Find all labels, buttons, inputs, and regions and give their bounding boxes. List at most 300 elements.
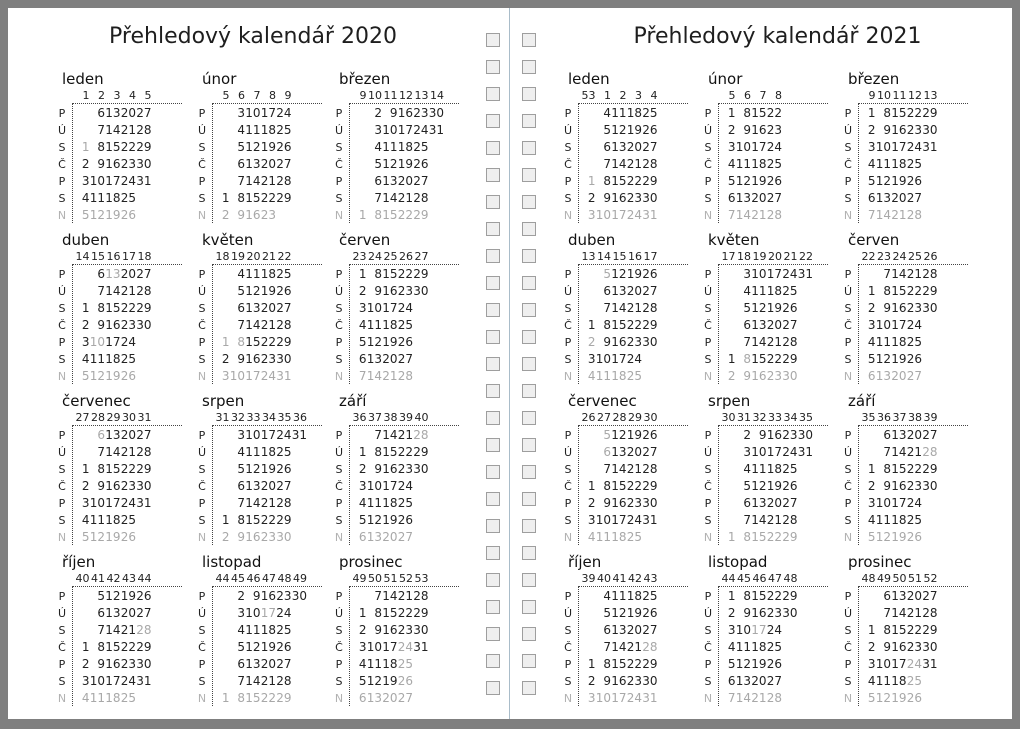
day-row xyxy=(720,605,798,622)
day-cell: 2 xyxy=(867,640,876,654)
day-cell: 19 xyxy=(260,140,276,154)
weekday-label: P xyxy=(564,497,572,510)
weekday-label: Č xyxy=(704,158,712,171)
day-divider xyxy=(72,103,73,223)
checkbox[interactable] xyxy=(486,357,500,371)
day-cell: 2 xyxy=(743,428,751,442)
weekday-label: S xyxy=(564,675,572,688)
week-number: 42 xyxy=(628,572,642,585)
week-number: 34 xyxy=(262,411,276,424)
day-cell: 25 xyxy=(120,691,136,705)
day-cell: 5 xyxy=(237,284,245,298)
day-cell: 16 xyxy=(245,530,261,544)
day-divider xyxy=(858,425,859,545)
day-cell: 3 xyxy=(358,640,367,654)
day-cell: 12 xyxy=(245,284,261,298)
day-cell: 31 xyxy=(642,513,658,527)
week-number: 14 xyxy=(597,250,611,263)
weekday-label: P xyxy=(335,658,343,671)
day-cell: 25 xyxy=(766,157,782,171)
checkbox[interactable] xyxy=(486,33,500,47)
weekday-label: S xyxy=(564,353,572,366)
week-number: 39 xyxy=(581,572,596,585)
day-divider xyxy=(718,425,719,545)
week-number: 11 xyxy=(892,89,907,102)
weekday-label: S xyxy=(704,353,712,366)
day-row xyxy=(860,334,938,351)
day-cell: 8 xyxy=(603,657,611,671)
day-cell: 30 xyxy=(413,284,429,298)
day-cell: 12 xyxy=(875,352,891,366)
day-cell: 10 xyxy=(229,369,245,383)
weekday-label: Č xyxy=(335,319,343,332)
month-5 xyxy=(842,231,972,391)
day-cell: 17 xyxy=(611,352,627,366)
day-cell: 18 xyxy=(382,657,398,671)
day-cell: 15 xyxy=(382,606,398,620)
day-cell: 18 xyxy=(891,157,907,171)
day-cell: 5 xyxy=(743,301,751,315)
day-cell: 7 xyxy=(603,640,611,654)
day-row xyxy=(580,512,658,529)
day-cell: 5 xyxy=(81,369,90,383)
day-cell: 17 xyxy=(382,640,398,654)
day-cell: 9 xyxy=(97,318,105,332)
weekday-label: S xyxy=(198,353,206,366)
day-cell: 17 xyxy=(105,496,121,510)
day-cell: 31 xyxy=(642,208,658,222)
day-cell: 21 xyxy=(397,589,413,603)
weekday-label: P xyxy=(704,429,712,442)
week-number: 31 xyxy=(215,411,230,424)
checkbox[interactable] xyxy=(522,303,536,317)
day-cell: 8 xyxy=(97,462,105,476)
day-cell: 28 xyxy=(782,335,798,349)
weekday-label: P xyxy=(844,658,852,671)
day-cell: 21 xyxy=(906,267,922,281)
weekday-label: P xyxy=(844,175,852,188)
day-cell: 21 xyxy=(260,174,276,188)
weekday-label: S xyxy=(704,302,712,315)
day-row xyxy=(860,673,938,690)
day-row xyxy=(860,300,938,317)
day-divider xyxy=(212,586,213,706)
day-cell: 18 xyxy=(766,284,782,298)
week-number: 44 xyxy=(215,572,230,585)
day-row xyxy=(214,461,307,478)
day-grid xyxy=(720,427,813,546)
checkbox[interactable] xyxy=(486,654,500,668)
checkbox[interactable] xyxy=(486,438,500,452)
weekday-label: S xyxy=(58,463,66,476)
day-cell: 18 xyxy=(891,335,907,349)
weekday-label: S xyxy=(564,302,572,315)
weekday-labels xyxy=(56,427,68,546)
day-cell: 15 xyxy=(105,301,121,315)
day-row xyxy=(860,656,938,673)
checkbox[interactable] xyxy=(522,411,536,425)
checkbox[interactable] xyxy=(486,600,500,614)
day-cell: 25 xyxy=(766,640,782,654)
checkbox[interactable] xyxy=(522,492,536,506)
week-number: 9 xyxy=(359,89,367,102)
checkbox[interactable] xyxy=(486,276,500,290)
day-cell: 24 xyxy=(906,496,922,510)
day-grid xyxy=(580,588,658,707)
day-row xyxy=(214,478,307,495)
checkbox[interactable] xyxy=(522,114,536,128)
day-cell: 4 xyxy=(237,267,245,281)
month-1 xyxy=(702,70,832,230)
day-cell: 27 xyxy=(766,674,782,688)
day-row xyxy=(351,478,429,495)
day-cell: 26 xyxy=(906,352,922,366)
day-cell: 6 xyxy=(743,496,751,510)
week-numbers xyxy=(214,250,292,264)
day-cell: 8 xyxy=(237,513,245,527)
day-cell: 6 xyxy=(727,674,736,688)
week-number: 13 xyxy=(923,89,938,102)
day-cell: 7 xyxy=(867,208,876,222)
day-row xyxy=(580,173,658,190)
day-grid xyxy=(214,427,307,546)
day-cell: 1 xyxy=(358,445,367,459)
day-cell: 4 xyxy=(81,191,90,205)
weekday-label: P xyxy=(844,497,852,510)
day-row xyxy=(351,512,429,529)
day-cell: 15 xyxy=(891,462,907,476)
day-row xyxy=(720,156,782,173)
day-row xyxy=(214,588,307,605)
day-cell: 29 xyxy=(922,106,938,120)
checkbox[interactable] xyxy=(522,357,536,371)
checkbox[interactable] xyxy=(486,87,500,101)
day-cell: 14 xyxy=(105,623,121,637)
checkbox[interactable] xyxy=(522,600,536,614)
day-cell: 31 xyxy=(797,267,813,281)
checkbox[interactable] xyxy=(522,465,536,479)
day-cell: 27 xyxy=(397,530,413,544)
checkbox[interactable] xyxy=(522,60,536,74)
day-cell: 14 xyxy=(611,462,627,476)
day-cell: 7 xyxy=(883,267,891,281)
day-cell: 2 xyxy=(221,352,230,366)
day-cell: 20 xyxy=(751,191,767,205)
day-cell: 25 xyxy=(397,318,413,332)
checkbox[interactable] xyxy=(522,681,536,695)
weekday-label: Č xyxy=(198,158,206,171)
day-grid xyxy=(580,105,658,224)
week-divider xyxy=(72,103,182,104)
day-cell: 9 xyxy=(237,208,245,222)
day-row xyxy=(720,461,813,478)
day-cell: 14 xyxy=(105,123,121,137)
checkbox[interactable] xyxy=(522,87,536,101)
month-name: květen xyxy=(708,231,760,249)
weekday-label: P xyxy=(58,107,66,120)
week-number: 34 xyxy=(783,411,798,424)
checkbox[interactable] xyxy=(522,519,536,533)
day-row xyxy=(720,512,813,529)
day-row xyxy=(720,495,813,512)
weekday-label: Ú xyxy=(57,446,67,459)
checkbox[interactable] xyxy=(486,627,500,641)
day-cell: 14 xyxy=(366,369,382,383)
checkbox[interactable] xyxy=(486,303,500,317)
day-cell: 2 xyxy=(867,301,876,315)
day-cell: 12 xyxy=(875,691,891,705)
day-cell: 9 xyxy=(603,191,611,205)
day-cell: 27 xyxy=(922,589,938,603)
day-cell: 23 xyxy=(260,208,276,222)
day-row xyxy=(580,673,658,690)
day-cell: 19 xyxy=(105,208,121,222)
day-cell: 18 xyxy=(891,674,907,688)
day-cell: 25 xyxy=(642,106,658,120)
checkbox[interactable] xyxy=(486,465,500,479)
week-number: 20 xyxy=(246,250,261,263)
day-cell: 12 xyxy=(611,606,627,620)
day-cell: 22 xyxy=(260,191,276,205)
day-cell: 19 xyxy=(626,606,642,620)
day-cell: 22 xyxy=(906,284,922,298)
checkbox[interactable] xyxy=(486,411,500,425)
day-row xyxy=(351,673,429,690)
day-cell: 10 xyxy=(245,606,261,620)
day-cell: 25 xyxy=(642,589,658,603)
day-grid xyxy=(74,105,152,224)
checkbox[interactable] xyxy=(522,222,536,236)
day-cell: 12 xyxy=(89,369,105,383)
week-number: 6 xyxy=(744,89,751,102)
week-numbers xyxy=(351,250,429,264)
week-number: 36 xyxy=(877,411,891,424)
day-cell: 22 xyxy=(766,106,782,120)
day-cell: 19 xyxy=(260,462,276,476)
weekday-label: N xyxy=(197,209,207,222)
day-cell: 12 xyxy=(611,123,627,137)
day-cell: 17 xyxy=(891,318,907,332)
day-cell: 1 xyxy=(867,106,876,120)
day-row xyxy=(860,427,938,444)
checkbox[interactable] xyxy=(486,222,500,236)
day-cell: 11 xyxy=(735,640,751,654)
weekday-labels xyxy=(702,266,714,385)
day-cell: 16 xyxy=(611,496,627,510)
day-cell: 18 xyxy=(260,267,276,281)
day-cell: 9 xyxy=(758,428,767,442)
day-row xyxy=(860,622,938,639)
day-cell: 11 xyxy=(89,352,105,366)
day-cell: 3 xyxy=(587,352,596,366)
weekday-label: Č xyxy=(58,641,66,654)
day-grid xyxy=(580,427,658,546)
day-cell: 1 xyxy=(727,352,736,366)
day-cell: 6 xyxy=(603,140,611,154)
day-cell: 7 xyxy=(727,208,736,222)
day-cell: 12 xyxy=(611,267,627,281)
day-cell: 29 xyxy=(922,284,938,298)
day-cell: 5 xyxy=(237,462,245,476)
day-cell: 17 xyxy=(891,496,907,510)
checkbox[interactable] xyxy=(522,141,536,155)
checkbox[interactable] xyxy=(486,384,500,398)
checkbox[interactable] xyxy=(486,60,500,74)
day-cell: 5 xyxy=(867,530,876,544)
day-cell: 26 xyxy=(397,674,413,688)
day-cell: 9 xyxy=(252,589,261,603)
day-cell: 26 xyxy=(276,140,292,154)
weekday-label: Ú xyxy=(703,446,713,459)
day-cell: 4 xyxy=(867,513,876,527)
day-cell: 19 xyxy=(766,301,782,315)
checkbox[interactable] xyxy=(486,249,500,263)
weekday-label: P xyxy=(58,658,66,671)
day-cell: 6 xyxy=(603,445,611,459)
week-number: 14 xyxy=(75,250,90,263)
checkbox[interactable] xyxy=(486,519,500,533)
weekday-labels xyxy=(562,105,574,224)
day-cell: 16 xyxy=(105,318,121,332)
checkbox[interactable] xyxy=(522,654,536,668)
month-7 xyxy=(702,392,832,552)
day-grid xyxy=(860,588,938,707)
month-name: prosinec xyxy=(339,553,403,571)
day-row xyxy=(580,622,658,639)
checkbox[interactable] xyxy=(522,384,536,398)
day-cell: 23 xyxy=(120,479,136,493)
week-numbers xyxy=(351,411,429,425)
day-cell: 18 xyxy=(891,513,907,527)
day-cell: 6 xyxy=(883,589,891,603)
day-cell: 5 xyxy=(358,335,367,349)
day-divider xyxy=(72,586,73,706)
checkbox[interactable] xyxy=(486,114,500,128)
week-numbers xyxy=(214,89,292,103)
day-cell: 30 xyxy=(922,640,938,654)
day-grid xyxy=(720,266,813,385)
day-cell: 28 xyxy=(276,496,292,510)
weekday-label: S xyxy=(704,624,712,637)
day-row xyxy=(74,495,152,512)
weekday-label: S xyxy=(564,141,572,154)
day-cell: 28 xyxy=(922,267,938,281)
checkbox[interactable] xyxy=(486,546,500,560)
day-cell: 15 xyxy=(245,691,261,705)
day-row xyxy=(720,690,798,707)
checkbox[interactable] xyxy=(486,141,500,155)
checkbox[interactable] xyxy=(522,168,536,182)
checkbox[interactable] xyxy=(522,330,536,344)
month-3 xyxy=(56,231,186,391)
checkbox[interactable] xyxy=(522,546,536,560)
day-cell: 8 xyxy=(374,267,382,281)
day-cell: 23 xyxy=(626,335,642,349)
day-cell: 8 xyxy=(883,462,891,476)
checkbox[interactable] xyxy=(522,276,536,290)
week-number: 13 xyxy=(581,250,596,263)
day-cell: 22 xyxy=(397,606,413,620)
day-cell: 20 xyxy=(906,589,922,603)
checkbox[interactable] xyxy=(522,33,536,47)
day-cell: 10 xyxy=(595,208,611,222)
day-cell: 26 xyxy=(136,589,152,603)
week-numbers xyxy=(860,572,938,586)
checkbox[interactable] xyxy=(486,681,500,695)
checkbox[interactable] xyxy=(486,168,500,182)
day-cell: 7 xyxy=(727,691,736,705)
week-number: 38 xyxy=(908,411,922,424)
day-cell: 18 xyxy=(105,513,121,527)
month-name: říjen xyxy=(568,553,602,571)
checkbox[interactable] xyxy=(522,627,536,641)
day-cell: 1 xyxy=(358,208,367,222)
day-cell: 16 xyxy=(105,157,121,171)
weekday-label: N xyxy=(563,692,573,705)
week-number: 30 xyxy=(643,411,658,424)
week-divider xyxy=(858,103,968,104)
checkbox[interactable] xyxy=(522,249,536,263)
week-number: 48 xyxy=(783,572,798,585)
day-row xyxy=(720,444,813,461)
day-cell: 5 xyxy=(358,674,367,688)
day-cell: 8 xyxy=(883,284,891,298)
month-name: květen xyxy=(202,231,254,249)
checkbox[interactable] xyxy=(522,438,536,452)
day-cell: 3 xyxy=(867,140,876,154)
day-row xyxy=(74,156,152,173)
day-cell: 13 xyxy=(751,496,767,510)
day-cell: 19 xyxy=(626,267,642,281)
week-numbers xyxy=(351,89,444,103)
checkbox[interactable] xyxy=(522,195,536,209)
day-cell: 30 xyxy=(413,462,429,476)
day-cell: 28 xyxy=(766,208,782,222)
day-row xyxy=(860,368,938,385)
weekday-label: P xyxy=(844,268,852,281)
week-number: 53 xyxy=(581,89,596,102)
day-cell: 13 xyxy=(366,691,382,705)
day-cell: 2 xyxy=(867,123,876,137)
checkbox[interactable] xyxy=(486,492,500,506)
day-cell: 15 xyxy=(611,657,627,671)
week-number: 19 xyxy=(231,250,245,263)
checkbox[interactable] xyxy=(486,330,500,344)
checkbox[interactable] xyxy=(522,573,536,587)
day-cell: 1 xyxy=(221,191,230,205)
checkbox[interactable] xyxy=(486,195,500,209)
checkbox[interactable] xyxy=(486,573,500,587)
week-number: 24 xyxy=(368,250,382,263)
day-cell: 21 xyxy=(906,445,922,459)
weekday-label: P xyxy=(564,175,572,188)
day-cell: 3 xyxy=(867,318,876,332)
day-cell: 22 xyxy=(626,318,642,332)
day-cell: 22 xyxy=(260,691,276,705)
day-row xyxy=(580,207,658,224)
weekday-labels xyxy=(562,427,574,546)
day-cell: 29 xyxy=(782,530,798,544)
day-cell: 21 xyxy=(260,674,276,688)
day-cell: 10 xyxy=(875,140,891,154)
day-cell: 15 xyxy=(751,589,767,603)
day-cell: 17 xyxy=(611,691,627,705)
day-cell: 19 xyxy=(626,428,642,442)
day-cell: 1 xyxy=(867,462,876,476)
day-cell: 30 xyxy=(642,335,658,349)
day-row xyxy=(214,300,292,317)
day-row xyxy=(74,478,152,495)
